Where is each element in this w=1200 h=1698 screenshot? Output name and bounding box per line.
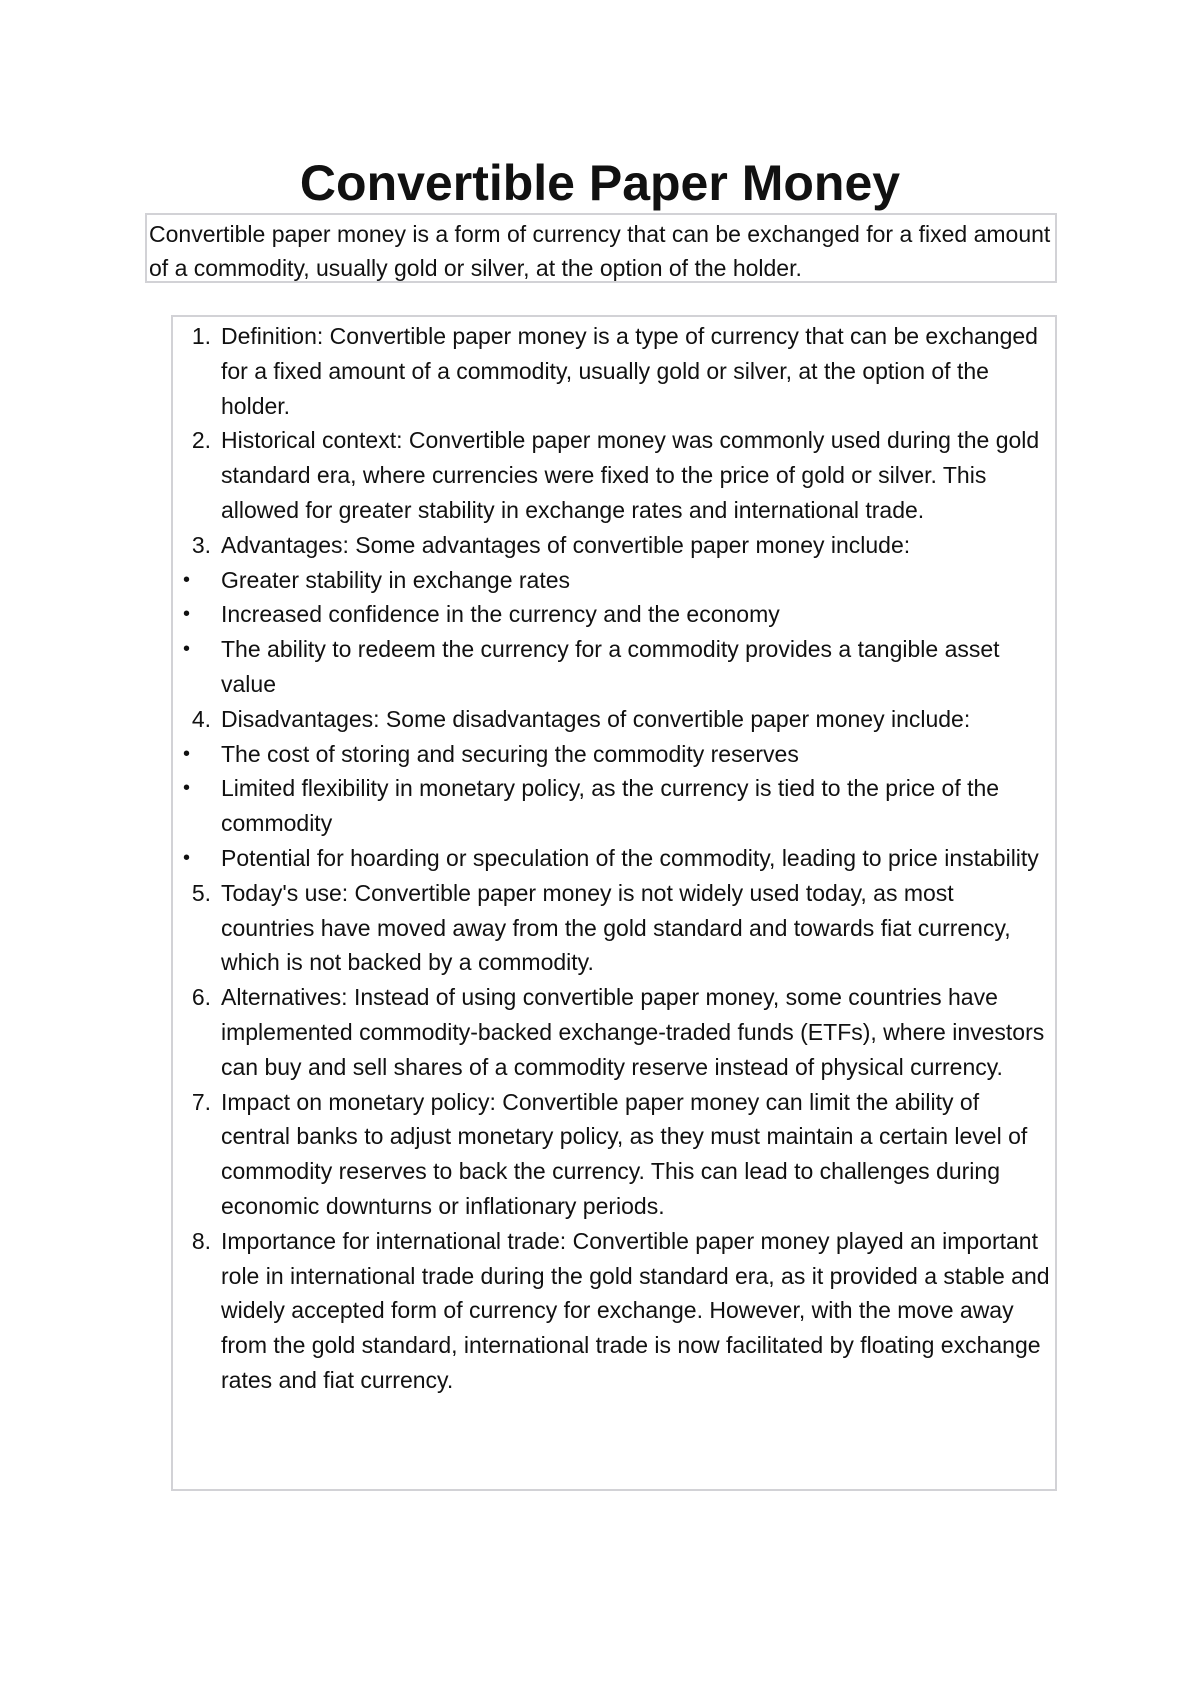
list-item-text: Impact on monetary policy: Convertible paper money can limit the ability of central banks to adjust monetary policy, as they must maintain a certain level of commodity reserves to back the currency. This can lead to challenges during economic downturns or inflationary periods. <box>221 1088 1028 1219</box>
bullet-item <box>173 771 1055 841</box>
list-item <box>173 876 1055 980</box>
list-marker: 5. <box>191 879 211 906</box>
list-item <box>173 1224 1055 1398</box>
bullet-icon: • <box>183 568 191 591</box>
list-item <box>173 528 1055 563</box>
content-list <box>171 315 1057 1491</box>
bullet-item-text: Increased confidence in the currency and the economy <box>221 601 780 628</box>
bullet-item <box>173 841 1055 876</box>
bullet-item <box>173 632 1055 702</box>
bullet-icon: • <box>183 777 191 800</box>
list-marker: 1. <box>191 323 211 349</box>
list-marker: 2. <box>191 427 211 454</box>
list-marker: 8. <box>191 1227 211 1254</box>
bullet-icon: • <box>183 846 191 869</box>
bullet-item <box>173 563 1055 598</box>
list-marker: 3. <box>191 531 211 558</box>
list-item <box>173 1085 1055 1224</box>
list-item-text: Advantages: Some advantages of convertible paper money include: <box>221 531 911 558</box>
bullet-item <box>173 597 1055 632</box>
list-item-text: Alternatives: Instead of using convertible paper money, some countries have implemented commodity-backed exchange-traded funds (ETFs), where investors can buy and sell shares of a commodity reserve instead of physical currency. <box>221 984 1045 1080</box>
bullet-item <box>173 737 1055 772</box>
intro-text: Convertible paper money is a form of currency that can be exchanged for a fixed amount of a commodity, usually gold or silver, at the option of the holder. <box>149 221 1051 281</box>
list-item <box>173 319 1055 423</box>
bullet-item-text: Greater stability in exchange rates <box>221 566 571 593</box>
list-marker: 4. <box>191 705 211 732</box>
bullet-item-text: The cost of storing and securing the commodity reserves <box>221 740 799 767</box>
bullet-item-text: Potential for hoarding or speculation of the commodity, leading to price instability <box>221 844 1039 871</box>
list-item-text: Disadvantages: Some disadvantages of convertible paper money include: <box>221 705 971 732</box>
bullet-item-text: Limited flexibility in monetary policy, as the currency is tied to the price of the commodity <box>221 775 1000 837</box>
list-item-text: Definition: Convertible paper money is a type of currency that can be exchanged for a fixed amount of a commodity, usually gold or silver, at the option of the holder. <box>221 323 1038 419</box>
list-item-text: Importance for international trade: Convertible paper money played an important role in international trade during the gold standard era, as it provided a stable and widely accepted form of currency for exchange. However, with the move away from the gold standard, international trade is now facilitated by floating exchange rates and fiat currency. <box>221 1227 1050 1393</box>
intro-box <box>145 213 1057 283</box>
list-marker: 7. <box>191 1088 211 1115</box>
bullet-icon: • <box>183 742 191 765</box>
list-item <box>173 980 1055 1084</box>
list-item-text: Today's use: Convertible paper money is not widely used today, as most countries have moved away from the gold standard and towards fiat currency, which is not backed by a commodity. <box>221 879 1011 976</box>
list-marker: 6. <box>191 984 211 1011</box>
bullet-icon: • <box>183 638 191 661</box>
bullet-item-text: The ability to redeem the currency for a commodity provides a tangible asset value <box>221 636 1000 697</box>
bullet-icon: • <box>183 603 191 626</box>
list-item-text: Historical context: Convertible paper money was commonly used during the gold standard era, where currencies were fixed to the price of gold or silver. This allowed for greater stability in exchange rates and international trade. <box>221 427 1040 523</box>
list-item <box>173 423 1055 527</box>
page-title: Convertible Paper Money <box>299 155 901 211</box>
list-item <box>173 702 1055 737</box>
